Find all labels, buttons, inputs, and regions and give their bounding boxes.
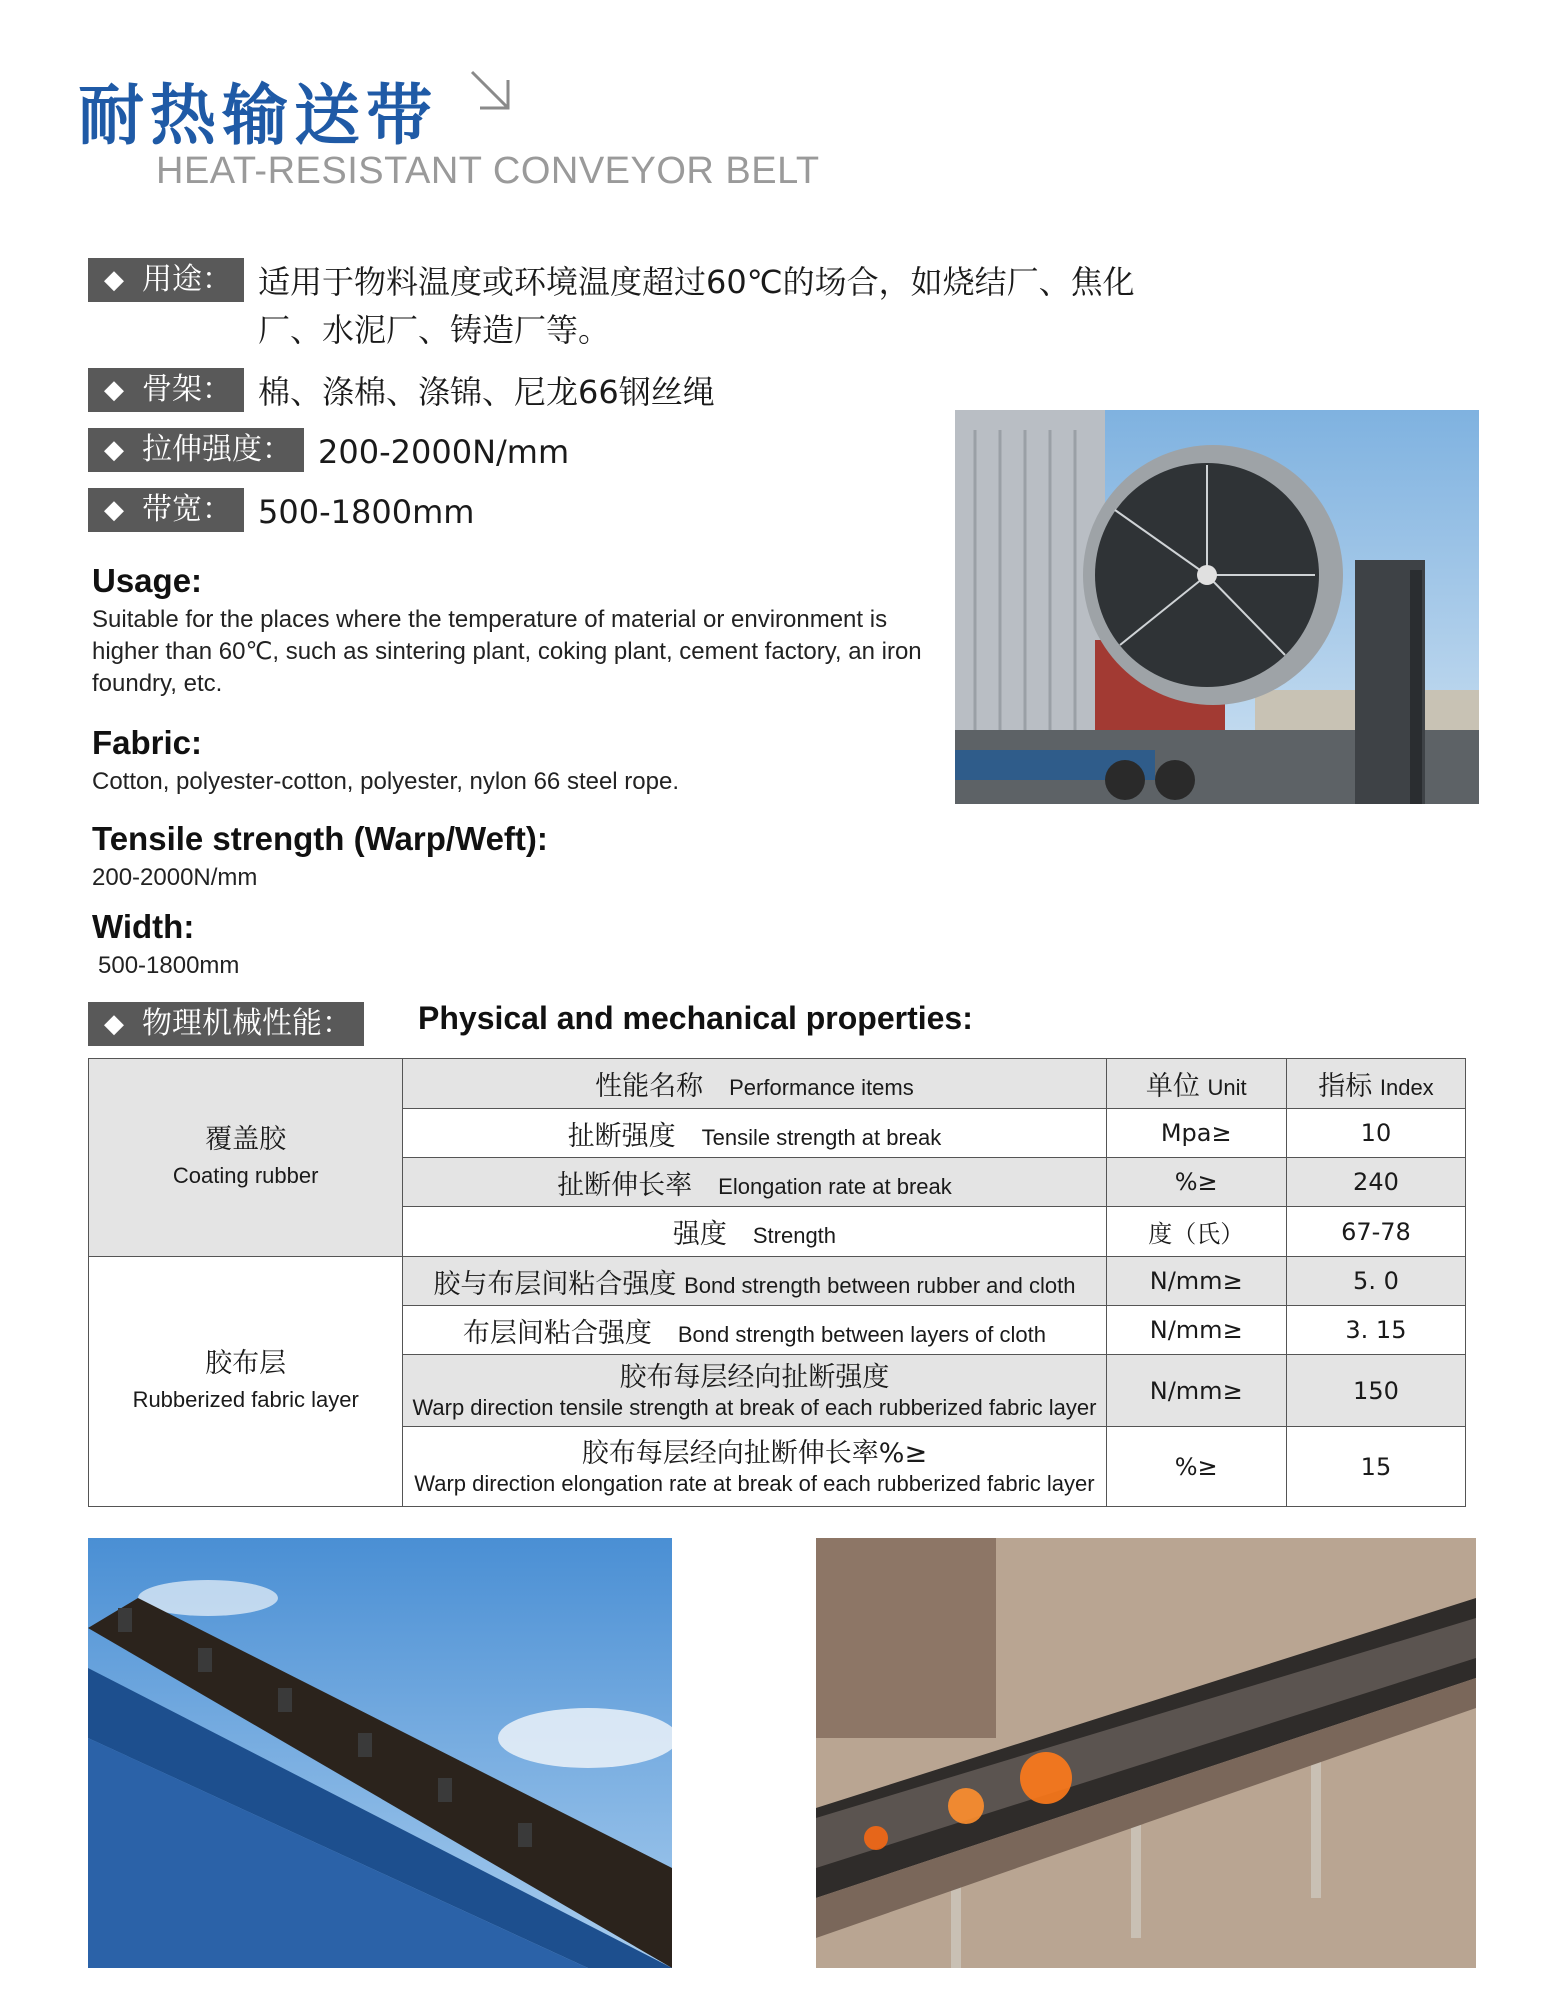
arrow-down-right-icon: [466, 66, 516, 116]
index-cell: 3. 15: [1286, 1306, 1465, 1355]
fabric-heading: Fabric:: [92, 724, 203, 761]
item-en: Elongation rate at break: [718, 1173, 952, 1199]
index-cell: 240: [1286, 1158, 1465, 1207]
item-en: Warp direction tensile strength at break of each rubberized fabric layer: [412, 1394, 1097, 1420]
usage-heading: Usage:: [92, 562, 203, 599]
diamond-icon: ◆: [104, 265, 124, 295]
spec-tag: [88, 488, 244, 532]
spec-value: 棉、涤棉、涤锦、尼龙66钢丝绳: [258, 373, 715, 411]
header-unit-cn: 单位: [1145, 1071, 1200, 1102]
hot-material-conveyor-photo: [816, 1538, 1476, 1968]
item-cell: [403, 1109, 1106, 1158]
group-name-en: Rubberized fabric layer: [132, 1386, 359, 1412]
conveyor-incline-photo: [88, 1538, 672, 1968]
properties-section-tag-row: [88, 1002, 364, 1046]
table-header-row: [89, 1059, 1466, 1109]
diamond-icon: ◆: [104, 375, 124, 405]
item-cell: [403, 1306, 1106, 1355]
properties-title: Physical and mechanical properties:: [418, 1000, 973, 1036]
width-text: 500-1800mm: [98, 952, 240, 979]
spec-value: 200-2000N/mm: [318, 433, 570, 471]
item-en: Bond strength between rubber and cloth: [684, 1272, 1076, 1298]
tensile-heading: Tensile strength (Warp/Weft):: [92, 820, 548, 857]
spec-tag: [88, 258, 244, 302]
item-cn: 扯断强度: [567, 1120, 676, 1152]
unit-cell: %≥: [1106, 1158, 1286, 1207]
group-rubberized-fabric: [89, 1257, 403, 1507]
diamond-icon: ◆: [104, 495, 124, 525]
item-cn: 布层间粘合强度: [462, 1317, 652, 1349]
item-cn: 胶布每层经向扯断强度: [619, 1361, 890, 1393]
index-cell: 67-78: [1286, 1207, 1465, 1257]
unit-cell: 度（氏）: [1106, 1207, 1286, 1257]
item-cell: [403, 1158, 1106, 1207]
width-block: [92, 908, 938, 982]
header-index-en: Index: [1379, 1075, 1434, 1100]
item-en: Tensile strength at break: [701, 1124, 942, 1150]
tensile-block: [92, 820, 932, 894]
page-title: 耐热输送带: [78, 77, 438, 154]
header-index-cn: 指标: [1318, 1071, 1373, 1102]
header-item-en: Performance items: [729, 1075, 914, 1100]
group-name-cn: 覆盖胶: [205, 1123, 287, 1155]
spec-fabric-cn: [88, 368, 715, 416]
spec-label: 骨架：: [142, 372, 232, 407]
belt-roll-photo: [955, 410, 1479, 804]
width-heading: Width:: [92, 908, 195, 945]
header-item-cn: 性能名称: [595, 1071, 704, 1102]
unit-cell: N/mm≥: [1106, 1306, 1286, 1355]
spec-label: 带宽：: [142, 492, 232, 527]
item-en: Warp direction elongation rate at break of each rubberized fabric layer: [414, 1470, 1095, 1496]
usage-block: [92, 562, 932, 700]
table-row: [89, 1257, 1466, 1306]
spec-tag: [88, 1002, 364, 1046]
diamond-icon: ◆: [104, 1009, 124, 1039]
unit-cell: N/mm≥: [1106, 1257, 1286, 1306]
group-name-cn: 胶布层: [205, 1347, 287, 1379]
header-item: [403, 1059, 1106, 1109]
tensile-text: 200-2000N/mm: [92, 864, 258, 891]
group-coating-rubber: [89, 1059, 403, 1257]
header-unit: [1106, 1059, 1286, 1109]
index-cell: 150: [1286, 1355, 1465, 1427]
item-cn: 胶与布层间粘合强度: [433, 1268, 677, 1300]
fabric-text: Cotton, polyester-cotton, polyester, nylon 66 steel rope.: [92, 768, 680, 795]
item-cell: [403, 1427, 1106, 1507]
spec-tag: [88, 368, 244, 412]
spec-usage-cn: [88, 258, 1158, 354]
spec-value: 500-1800mm: [258, 493, 475, 531]
spec-label: 拉伸强度：: [142, 432, 292, 467]
index-cell: 15: [1286, 1427, 1465, 1507]
item-en: Strength: [752, 1223, 837, 1248]
spec-value: 适用于物料温度或环境温度超过60℃的场合，如烧结厂、焦化厂、水泥厂、铸造厂等。: [258, 263, 1135, 349]
item-cell: [403, 1207, 1106, 1257]
spec-label: 用途：: [142, 262, 232, 297]
index-cell: 5. 0: [1286, 1257, 1465, 1306]
item-cell: [403, 1355, 1106, 1427]
fabric-block: [92, 724, 932, 798]
item-en: Bond strength between layers of cloth: [677, 1321, 1046, 1347]
item-cn: 扯断伸长率: [557, 1169, 693, 1201]
unit-cell: Mpa≥: [1106, 1109, 1286, 1158]
spec-width-cn: [88, 488, 474, 536]
properties-label-cn: 物理机械性能：: [142, 1006, 352, 1041]
header-index: [1286, 1059, 1465, 1109]
page-subtitle: HEAT-RESISTANT CONVEYOR BELT: [156, 150, 820, 192]
item-cn: 胶布每层经向扯断伸长率%≥: [581, 1437, 928, 1469]
spec-tensile-cn: [88, 428, 569, 476]
properties-table: [88, 1058, 1466, 1507]
header-unit-en: Unit: [1207, 1075, 1247, 1100]
item-cn: 强度: [672, 1219, 727, 1250]
usage-text: Suitable for the places where the temperature of material or environment is higher than 60℃, such as sintering plant, coking plant, cement factory, an iron foundry, etc.: [92, 606, 922, 697]
diamond-icon: ◆: [104, 435, 124, 465]
group-name-en: Coating rubber: [172, 1162, 319, 1188]
unit-cell: N/mm≥: [1106, 1355, 1286, 1427]
spec-tag: [88, 428, 304, 472]
item-cell: [403, 1257, 1106, 1306]
unit-cell: %≥: [1106, 1427, 1286, 1507]
index-cell: 10: [1286, 1109, 1465, 1158]
